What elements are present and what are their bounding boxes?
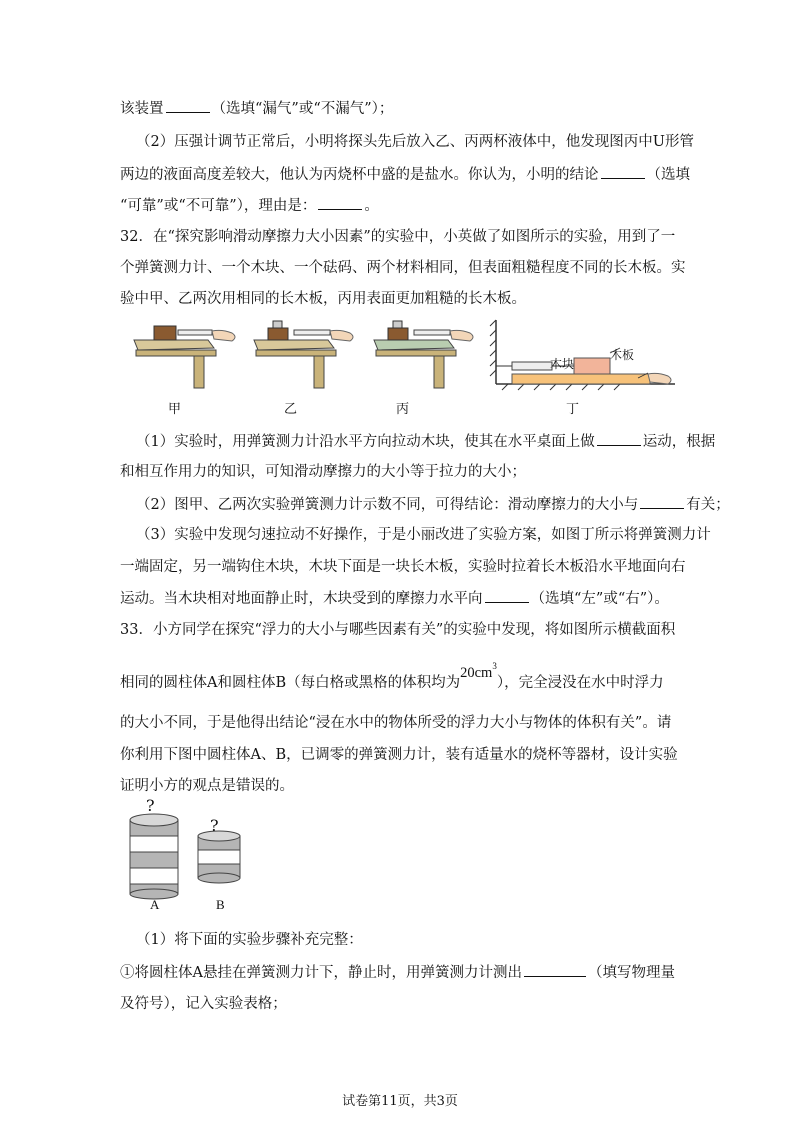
label-block: 木块 [550,357,575,371]
cylinder-b [198,831,240,883]
table-jia [134,326,235,388]
question-32-line-3: 验中甲、乙两次用相同的长木板，丙用表面更加粗糙的长木板。 [120,291,526,307]
q32-part3-line-1: （3）实验中发现匀速拉动不好操作，于是小丽改进了实验方案，如图丁所示将弹簧测力计 [136,527,711,543]
table-yi [254,321,353,388]
question-33-line-5: 证明小方的观点是错误的。 [120,778,294,794]
answer-blank[interactable] [601,164,645,179]
text: 相同的圆柱体A和圆柱体B（每白格或黑格的体积均为 [120,675,461,691]
answer-blank[interactable] [640,494,684,509]
volume-value: $20cm^3$ [460,661,497,681]
label-a: A [150,897,160,912]
q32-part2-line [136,494,730,515]
text: 该装置 [120,101,164,117]
question-32-line-1: 32．在“探究影响滑动摩擦力大小因素”的实验中，小英做了如图所示的实验，用到了一 [120,229,676,245]
cylinders-figure [128,796,248,910]
text: 有关； [686,497,730,513]
answer-blank[interactable] [166,98,210,113]
text-line-3 [120,164,690,185]
q33-step1-line-2: 及符号），记入实验表格； [120,996,287,1012]
text: 运动。当木块相对地面静止时，木块受到的摩擦力水平向 [120,591,483,607]
q32-part1-line [136,431,715,452]
caption-ding: 丁 [566,402,580,417]
text: ），完全浸没在水中时浮力 [496,675,664,691]
answer-blank[interactable] [524,962,586,977]
caption-bing: 丙 [396,402,410,417]
text: （选填“漏气”或“不漏气”）； [211,101,394,117]
label-board: 木板 [610,348,635,362]
text: （选填“左”或“右”）。 [530,591,669,607]
text-line-4 [120,195,379,216]
answer-blank[interactable] [318,195,362,210]
text: （1）实验时，用弹簧测力计沿水平方向拉动木块，使其在水平桌面上做 [136,434,595,450]
answer-blank[interactable] [485,588,529,603]
text-line-2: （2）压强计调节正常后，小明将探头先后放入乙、丙两杯液体中，他发现图丙中U形管 [136,134,694,150]
text: 两边的液面高度差较大，他认为丙烧杯中盛的是盐水。你认为，小明的结论 [120,167,599,183]
caption-jia: 甲 [168,402,182,417]
hook-a: ? [146,796,155,815]
hook-b: ? [210,816,219,835]
text: ①将圆柱体A悬挂在弹簧测力计下，静止时，用弹簧测力计测出 [120,965,522,981]
caption-yi: 乙 [284,402,298,417]
question-33-line-2 [120,661,664,693]
text: 。 [364,198,379,214]
q32-part3-line-2: 一端固定，另一端钩住木块，木块下面是一块长木板，实验时拉着长木板沿水平地面向右 [120,559,686,575]
label-b: B [216,897,225,912]
text: （填写物理量 [587,965,675,981]
question-32-line-2: 个弹簧测力计、一个木块、一个砝码、两个材料相同，但表面粗糙程度不同的长木板。实 [120,260,686,276]
answer-blank[interactable] [597,431,641,446]
q33-part1-line: （1）将下面的实验步骤补充完整： [136,932,363,948]
q32-part1-line-2: 和相互作用力的知识，可知滑动摩擦力的大小等于拉力的大小； [120,464,526,480]
question-33-line-4: 你利用下图中圆柱体A、B，已调零的弹簧测力计，装有适量水的烧杯等器材，设计实验 [120,747,678,763]
question-33-line-3: 的大小不同，于是他得出结论“浸在水中的物体所受的浮力大小与物体的体积有关”。请 [120,715,672,731]
text: 运动，根据 [642,434,716,450]
text: “可靠”或“不可靠”），理由是： [120,198,317,214]
q32-part3-line-3 [120,588,669,609]
text: （2）图甲、乙两次实验弹簧测力计示数不同，可得结论：滑动摩擦力的大小与 [136,497,639,513]
cylinders-svg [128,800,248,900]
cylinder-a [130,814,178,899]
text: （选填 [646,167,690,183]
setup-ding [490,320,675,390]
question-33-line-1: 33．小方同学在探究“浮力的大小与哪些因素有关”的实验中发现，将如图所示横截面积 [120,622,676,638]
text-line-1 [120,98,393,119]
page-footer: 试卷第11页，共3页 [342,1094,458,1109]
q33-step1-line-1 [120,962,675,983]
table-bing [374,321,473,388]
